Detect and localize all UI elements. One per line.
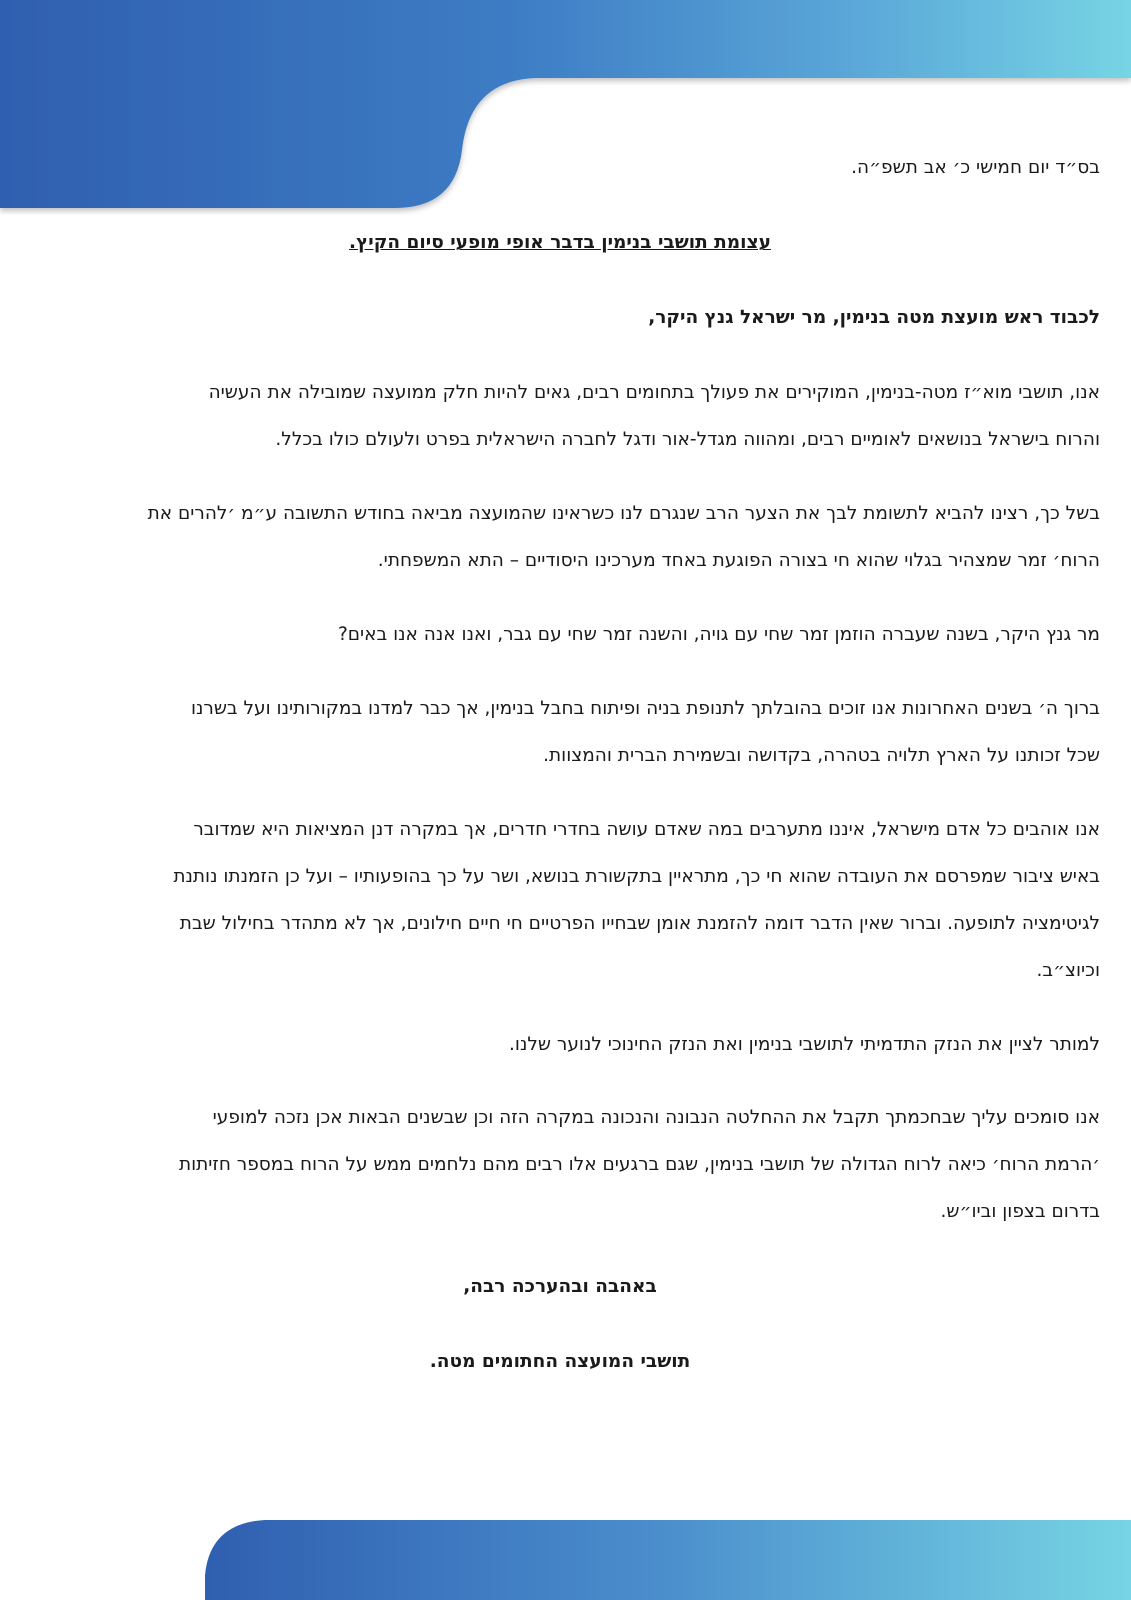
paragraph-line: והרוח בישראל בנושאים לאומיים רבים, ומהווה מגדל-אור ודגל לחברה הישראלית בפרט ולעולם כולו בכלל.	[275, 429, 1100, 450]
paragraph-line: למותר לציין את הנזק התדמיתי לתושבי בנימין ואת הנזק החינוכי לנוער שלנו.	[509, 1034, 1100, 1055]
paragraph-line: לגיטימציה לתופעה. וברור שאין הדבר דומה להזמנת אומן שבחייו הפרטיים חי חיים חילונים, אך לא מתהדר בחילול שבת	[179, 913, 1100, 934]
paragraph-line: אנו סומכים עליך שבחכמתך תקבל את ההחלטה הנבונה והנכונה במקרה הזה וכן שבשנים הבאות אכן נזכה למופעי	[212, 1107, 1100, 1128]
paragraph-line: מר גנץ היקר, בשנה שעברה הוזמן זמר שחי עם גויה, והשנה זמר שחי עם גבר, ואנו אנה אנו באים?	[337, 624, 1100, 645]
date-line: בס״ד יום חמישי כ׳ אב תשפ״ה.	[851, 157, 1100, 178]
paragraph-line: שכל זכותנו על הארץ תלויה בטהרה, בקדושה ובשמירת הברית והמצוות.	[543, 745, 1100, 766]
footer-banner	[0, 1515, 1131, 1600]
paragraph-line: בדרום בצפון וביו״ש.	[940, 1201, 1100, 1222]
paragraph-line: הרוח׳ זמר שמצהיר בגלוי שהוא חי בצורה הפוגעת באחד מערכינו היסודיים – התא המשפחתי.	[377, 550, 1100, 571]
paragraph-line: וכיוצ״ב.	[1036, 960, 1100, 981]
paragraph-line: באיש ציבור שמפרסם את העובדה שהוא חי כך, מתראיין בתקשורת בנושא, ושר על כך בהופעותיו – ועל כן הזמנתו נותנת	[173, 866, 1100, 887]
footer-banner-shape	[205, 1520, 1131, 1600]
signature: תושבי המועצה החתומים מטה.	[429, 1351, 691, 1372]
paragraph-line: בשל כך, רצינו להביא לתשומת לבך את הצער הרב שנגרם לנו כשראינו שהמועצה מביאה בחודש התשובה ע״מ ׳להרים את	[147, 503, 1100, 524]
paragraph-line: ברוך ה׳ בשנים האחרונות אנו זוכים בהובלתך לתנופת בניה ופיתוח בחבל בנימין, אך כבר למדנו במקורותינו ועל בשרנו	[190, 698, 1100, 719]
paragraph-line: אנו אוהבים כל אדם מישראל, איננו מתערבים במה שאדם עושה בחדרי חדרים, אך במקרה דנן המציאות היא שמדובר	[193, 819, 1100, 840]
paragraph-line: אנו, תושבי מוא״ז מטה-בנימין, המוקירים את פעולך בתחומים רבים, גאים להיות חלק ממועצה שמובילה את העשיה	[208, 382, 1100, 403]
letter-subject: עצומת תושבי בנימין בדבר אופי מופעי סיום הקיץ.	[349, 232, 771, 253]
closing: באהבה ובהערכה רבה,	[463, 1276, 657, 1297]
letter-body	[20, 0, 1100, 1600]
salutation: לכבוד ראש מועצת מטה בנימין, מר ישראל גנץ היקר,	[648, 307, 1100, 328]
paragraph-line: ׳הרמת הרוח׳ כיאה לרוח הגדולה של תושבי בנימין, שגם ברגעים אלו רבים מהם נלחמים ממש על הרוח במספר חזיתות	[178, 1154, 1100, 1175]
